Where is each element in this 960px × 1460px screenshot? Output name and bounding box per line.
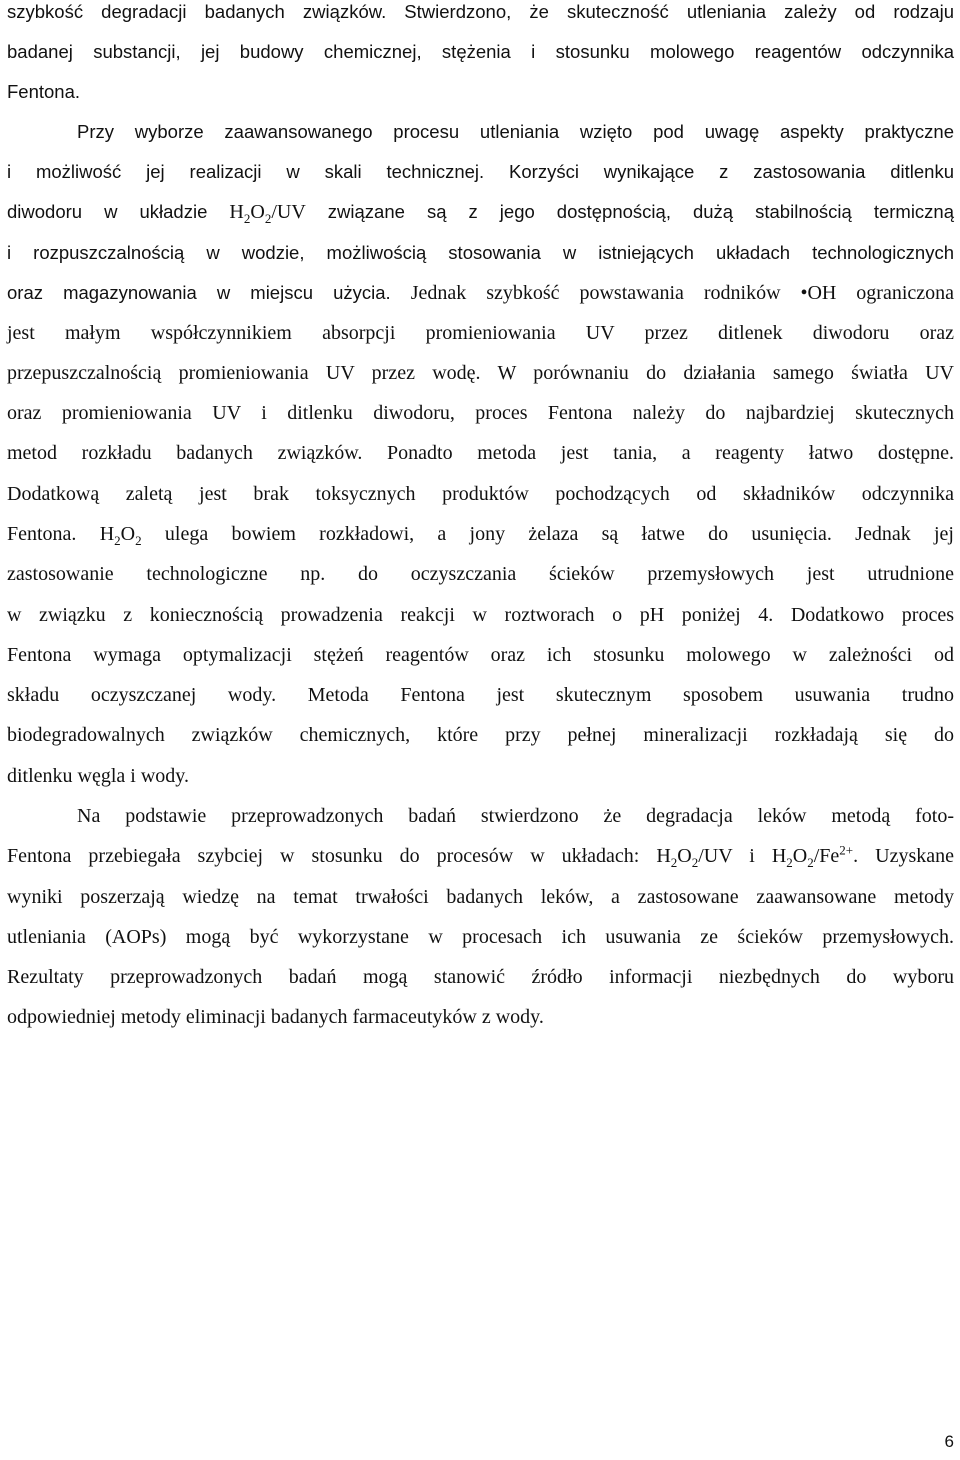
- text-line: Fentona przebiegała szybciej w stosunku do procesów w układach: $H_2O_2/UV$ i $H_2O_2/Fe^{2+}$. Uzyskane: [7, 842, 954, 870]
- text-line: biodegradowalnych związków chemicznych, które przy pełnej mineralizacji rozkładają się do: [7, 724, 954, 746]
- text-line: Dodatkową zaletą jest brak toksycznych produktów pochodzących od składników odczynnika: [7, 483, 954, 505]
- text-line: utleniania (AOPs) mogą być wykorzystane w procesach ich usuwania ze ścieków przemysłowych.: [7, 926, 954, 948]
- text-line: oraz magazynowania w miejscu użycia. Jednak szybkość powstawania rodników •OH ograniczona: [7, 282, 955, 304]
- text-line: ditlenku węgla i wody.: [7, 765, 190, 787]
- text-line: jest małym współczynnikiem absorpcji promieniowania UV przez ditlenek diwodoru oraz: [7, 322, 954, 344]
- text-line: i możliwość jej realizacji w skali technicznej. Korzyści wynikające z zastosowania ditlenku: [7, 161, 954, 182]
- text-line: Przy wyborze zaawansowanego procesu utleniania wzięto pod uwagę aspekty praktyczne: [77, 121, 954, 142]
- text-line: diwodoru w układzie $H_2O_2/UV$ związane są z jego dostępnością, dużą stabilnością termiczną: [7, 201, 955, 226]
- text-line: składu oczyszczanej wody. Metoda Fentona jest skutecznym sposobem usuwania trudno: [7, 684, 954, 706]
- text-line: metod rozkładu badanych związków. Ponadto metoda jest tania, a reagenty łatwo dostępne.: [7, 442, 954, 464]
- page-number: 6: [944, 1432, 954, 1451]
- text-line: odpowiedniej metody eliminacji badanych farmaceutyków z wody.: [7, 1006, 544, 1028]
- text-line: oraz promieniowania UV i ditlenku diwodoru, proces Fentona należy do najbardziej skutecznych: [7, 402, 954, 424]
- text-line: zastosowanie technologiczne np. do oczyszczania ścieków przemysłowych jest utrudnione: [7, 563, 954, 585]
- text-line: w związku z koniecznością prowadzenia reakcji w roztworach o pH poniżej 4. Dodatkowo proces: [7, 604, 954, 626]
- text-line: Rezultaty przeprowadzonych badań mogą stanowić źródło informacji niezbędnych do wyboru: [7, 966, 954, 988]
- text-line: Na podstawie przeprowadzonych badań stwierdzono że degradacja leków metodą foto-: [77, 805, 954, 827]
- text-line: i rozpuszczalnością w wodzie, możliwością stosowania w istniejących układach technologicznych: [7, 242, 954, 263]
- text-line: badanej substancji, jej budowy chemicznej, stężenia i stosunku molowego reagentów odczynnika: [7, 41, 954, 62]
- text-line: wyniki poszerzają wiedzę na temat trwałości badanych leków, a zastosowane zaawansowane metody: [7, 886, 954, 908]
- text-line: Fentona wymaga optymalizacji stężeń reagentów oraz ich stosunku molowego w zależności od: [7, 644, 954, 666]
- text-line: przepuszczalnością promieniowania UV przez wodę. W porównaniu do działania samego światła UV: [7, 362, 954, 384]
- text-line: szybkość degradacji badanych związków. Stwierdzono, że skuteczność utleniania zależy od rodzaju: [7, 1, 954, 22]
- text-line: Fentona. $H_2O_2$ ulega bowiem rozkładowi, a jony żelaza są łatwe do usunięcia. Jednak jej: [7, 523, 954, 548]
- text-line: Fentona.: [7, 81, 81, 102]
